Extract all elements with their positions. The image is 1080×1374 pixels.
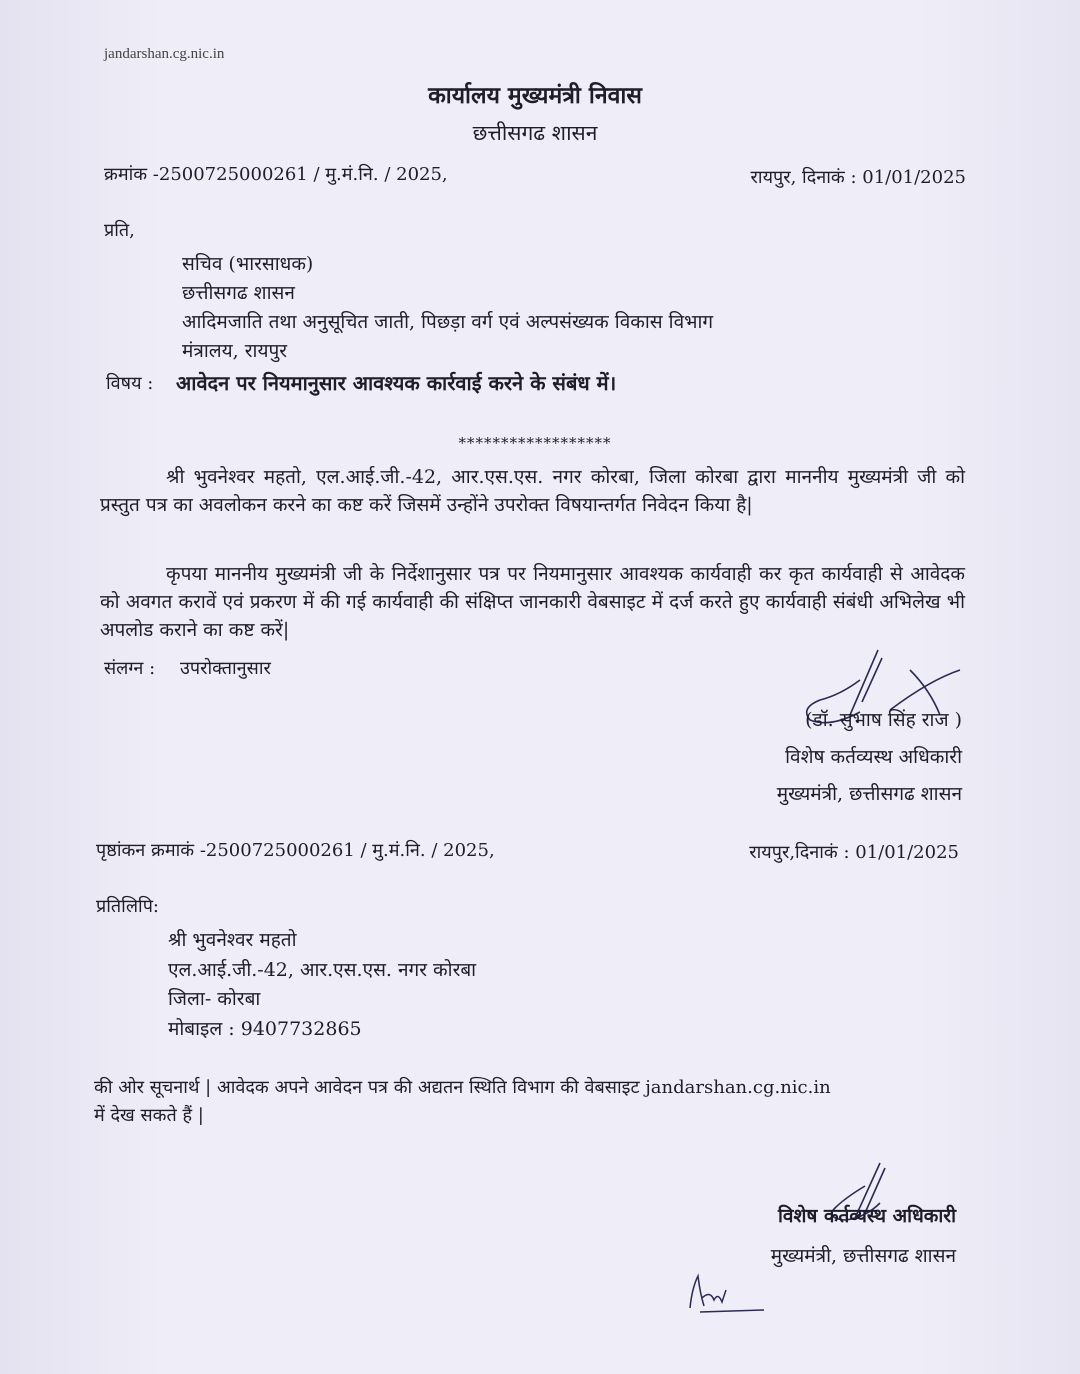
letter-date: रायपुर, दिनाकं : 01/01/2025 (750, 167, 966, 188)
recipient-line: सचिव (भारसाधक) (182, 253, 314, 275)
copy-label: प्रतिलिपि: (96, 896, 159, 917)
recipient-line: छत्तीसगढ शासन (182, 282, 295, 304)
endorsement-designation: विशेष कर्तव्यस्थ अधिकारी (777, 1205, 956, 1227)
information-note (94, 1074, 994, 1130)
office-heading: कार्यालय मुख्यमंत्री निवास (428, 82, 642, 109)
note-line: में देख सकते हैं | (94, 1105, 204, 1126)
paragraph-1: श्री भुवनेश्वर महतो, एल.आई.जी.-42, आर.एस.एस. नगर कोरबा, जिला कोरबा द्वारा माननीय मुख्यमंत्री जी को प्रस्तुत पत्र का अवलोकन करने का कष्ट करें जिसमें उन्होंने उपरोक्त विषयान्तर्गत निवेदन किया है| (100, 466, 965, 516)
recipient-line: आदिमजाति तथा अनुसूचित जाती, पिछड़ा वर्ग एवं अल्पसंख्यक विकास विभाग (182, 311, 714, 333)
copy-line: श्री भुवनेश्वर महतो (168, 929, 297, 951)
government-heading: छत्तीसगढ शासन (472, 121, 598, 145)
initials-mark (682, 1268, 772, 1318)
endorsement-signatory (771, 1196, 956, 1276)
recipient-line: मंत्रालय, रायपुर (182, 340, 288, 362)
recipient-address (182, 250, 713, 366)
note-line: की ओर सूचनार्थ | आवेदक अपने आवेदन पत्र की अद्यतन स्थिति विभाग की वेबसाइट jandarshan.cg.nic.in (94, 1077, 831, 1098)
signatory-office: मुख्यमंत्री, छत्तीसगढ शासन (776, 783, 962, 805)
reference-number: क्रमांक -2500725000261 / मु.मं.नि. / 2025, (104, 164, 448, 185)
copy-line: जिला- कोरबा (168, 988, 261, 1010)
website-url: jandarshan.cg.nic.in (104, 46, 225, 62)
signatory-designation: विशेष कर्तव्यस्थ अधिकारी (785, 746, 962, 768)
signatory-name: (डॉ. सुभाष सिंह राज ) (805, 709, 962, 731)
subject-text: आवेदन पर नियमानुसार आवश्यक कार्रवाई करने के संबंध में। (176, 371, 617, 395)
enclosure-label: संलग्न : (104, 658, 156, 679)
to-label: प्रति, (104, 220, 135, 241)
subject-label: विषय : (106, 373, 154, 394)
copy-line: एल.आई.जी.-42, आर.एस.एस. नगर कोरबा (168, 958, 477, 981)
paragraph-2: कृपया माननीय मुख्यमंत्री जी के निर्देशानुसार पत्र पर नियमानुसार आवश्यक कार्यवाही कर कृत कार्यवाही से आवेदक को अवगत करावें एवं प्रकरण में की गई कार्यवाही की संक्षिप्त जानकारी वेबसाइट में दर्ज करते हुए कार्यवाही संबंधी अभिलेख भी अपलोड कराने का कष्ट करें| (100, 563, 965, 641)
endorsement-reference: पृष्ठांकन क्रमाकं -2500725000261 / मु.मं.नि. / 2025, (96, 840, 495, 861)
enclosure-value: उपरोक्तानुसार (180, 658, 271, 679)
signatory-block (777, 702, 962, 813)
endorsement-date: रायपुर,दिनाकं : 01/01/2025 (749, 842, 959, 863)
copy-line: मोबाइल : 9407732865 (168, 1017, 362, 1040)
endorsement-office: मुख्यमंत्री, छत्तीसगढ शासन (770, 1245, 956, 1267)
copy-address (168, 926, 476, 1044)
separator: ****************** (458, 434, 612, 452)
